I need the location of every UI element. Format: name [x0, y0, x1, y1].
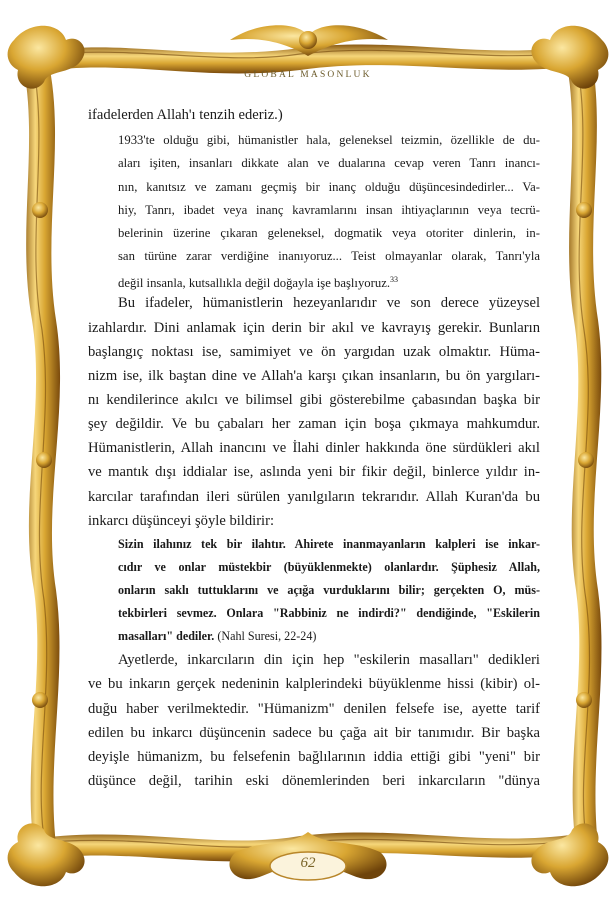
paragraph-line: Bu ifadeler, hümanistlerin hezeyanlarıdır ve son derece yüzeysel [118, 295, 540, 312]
opening-line: ifadelerden Allah'ı tenzih ederiz.) [88, 107, 283, 123]
paragraph-line: nı kendilerince akılcı ve bilimsel gibi gösterebilme çabasından başka bir [88, 392, 540, 409]
frame-right-border [566, 60, 601, 860]
paragraph-line: Hümanistlerin, Allah inancını ve İlahi dinler hakkında öne sürdükleri akıl [88, 440, 540, 457]
verse-last-line [118, 625, 540, 648]
paragraph-line: duğu haber verilmektedir. "Hümanizm" denilen felsefe ise, ayette tarif [88, 700, 540, 717]
verse-line: Sizin ilahınız tek bir ilahtır. Ahirete inanmayanların kalpleri ise inkar- [118, 536, 540, 551]
paragraph-line: Ayetlerde, inkarcıların din için hep "eskilerin masalları" dedikleri [118, 652, 540, 669]
quote-line: belerinin üzerine çıkaran geleneksel, dogmatik veya otoriter dinlerin, in- [118, 225, 540, 240]
quote-last-line [118, 268, 540, 291]
paragraph-line: ve bu inkarın gerçek nedeninin kalplerindeki büyüklenme hissi (kibir) ol- [88, 676, 540, 693]
running-header: GLOBAL MASONLUK [244, 70, 372, 80]
paragraph-line: izahlardır. Dini anlamak için derin bir akıl ve kavrayış gerekir. Bunların [88, 319, 540, 336]
paragraph-line: edilen bu inkarcı düşüncenin sadece bu çağa ait bir tanımıdır. Bir başka [88, 724, 540, 741]
page-content [88, 103, 540, 793]
verse-line: tekbirleri sevmez. Onlara "Rabbiniz ne indirdi?" dendiğinde, "Eskilerin [118, 606, 540, 621]
frame-left-border [22, 60, 60, 860]
quote-line: nın, kanıtsız ve zamanı geçmiş bir inanç olduğu düşüncesindedirler... Va- [118, 179, 540, 194]
footnote-reference: 33 [390, 275, 399, 285]
paragraph-line: düşünce değil, tarihin eski dönemlerinden beri inkarcıların "dünya [88, 773, 540, 790]
humanist-manifesto-quote [88, 129, 540, 291]
quote-last-text: değil insanla, kutsallıkla değil doğayla işe başlıyoruz. [118, 276, 391, 291]
quran-verse-quote [88, 533, 540, 648]
paragraph-2 [88, 648, 540, 793]
quote-line: aları işiten, insanları dikkate alan ve dualarına cevap veren Tanrı inancı- [118, 156, 540, 171]
paragraph-line: karcılar tarafından ileri sürülen yanılgıların tekrarıdır. Allah Kuran'da bu [88, 488, 540, 505]
paragraph-line: şey değildir. Ve bu çabaları her zaman için boşa çıkmaya mahkumdur. [88, 416, 540, 433]
verse-line: onların saklı tuttuklarını ve açığa vurduklarını bilir; gerçekten O, müs- [118, 583, 540, 598]
paragraph-line: nizm ise, ilk baştan dine ve Allah'a karşı çıkan insanların, bu ön yargıları- [88, 367, 540, 384]
paragraph-1 [88, 291, 540, 532]
quote-line: 1933'te olduğu gibi, hümanistler hala, geleneksel teizmin, özellikle de du- [118, 133, 540, 148]
paragraph-line: inkarcı düşünceyi şöyle bildirir: [88, 512, 275, 529]
paragraph-line: başlangıç noktası ise, samimiyet ve ön yargıdan uzak olmaktır. Hüma- [88, 343, 540, 360]
verse-reference: (Nahl Suresi, 22-24) [217, 629, 317, 644]
verse-line: cıdır ve onlar müstekbir (büyüklenmekte) olanlardır. Şüphesiz Allah, [118, 559, 540, 574]
paragraph-line: deyişle hümanizm, bu felsefenin bağlılarının iddia ettiği gibi "yeni" bir [88, 748, 540, 765]
verse-last-text: masalları" dediler. [118, 629, 215, 644]
frame-top-border [40, 25, 580, 73]
quote-line: san türüne zarar verdiğine inanıyoruz... Teist olmayanlar olarak, Tanrı'yla [118, 249, 540, 264]
page-number: 62 [300, 855, 316, 871]
quote-line: hiy, Tanrı, ibadet veya inanç kavramlarını insan ihtiyaçlarının veya tecrü- [118, 202, 540, 217]
paragraph-line: ve mantık dışı iddialar ise, aslında yeni bir fikir değil, binlerce yıldır in- [88, 464, 540, 481]
